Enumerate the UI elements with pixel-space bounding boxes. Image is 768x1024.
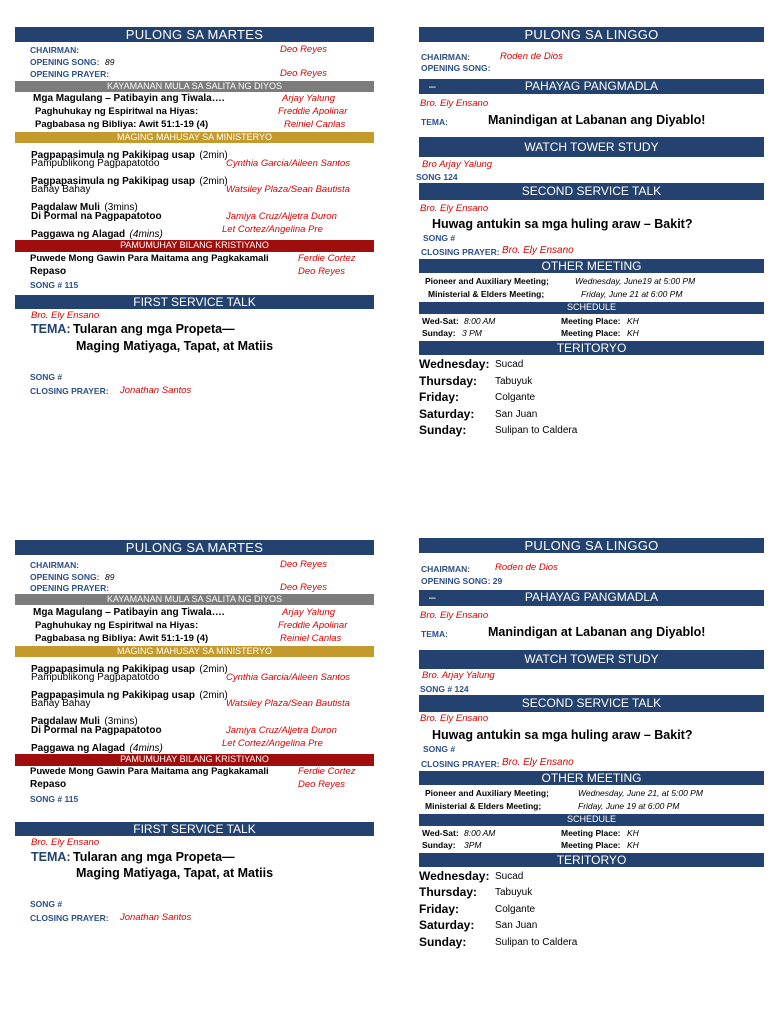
first-service-bar: FIRST SERVICE TALK: [15, 822, 374, 836]
sched-place-label-1: Meeting Place:: [561, 316, 621, 326]
sched-weekday-label: Wed-Sat:: [422, 316, 459, 326]
territory-day-2: Thursday:: [419, 885, 478, 899]
tema-value: Manindigan at Labanan ang Diyablo!: [488, 625, 706, 639]
territory-place-4: San Juan: [495, 920, 538, 931]
teritoryo-bar: TERITORYO: [419, 853, 764, 867]
ministeryo-item-2: Pampublikong Pagpapatotoo: [31, 158, 160, 169]
territory-place-5: Sulipan to Caldera: [495, 425, 578, 436]
chairman-name: Deo Reyes: [280, 44, 327, 55]
kayamanan-bar: KAYAMANAN MULA SA SALITA NG DIYOS: [15, 594, 374, 605]
sched-sunday-time: 3PM: [464, 840, 482, 850]
song-115: SONG # 115: [30, 794, 79, 804]
pamumuhay-name-2: Deo Reyes: [298, 266, 345, 277]
kayamanan-item-2: Paghuhukay ng Espiritwal na Hiyas:: [35, 620, 199, 631]
tema-value: Manindigan at Labanan ang Diyablo!: [488, 113, 706, 127]
ministeryo-item-1: Pagpapasimula ng Pakikipag usap (2min): [31, 664, 228, 675]
pahayag-speaker: Bro. Ely Ensano: [420, 610, 489, 621]
sched-place-value-1: KH: [627, 316, 639, 326]
sched-place-label-1: Meeting Place:: [561, 828, 621, 838]
closing-prayer-name: Bro. Ely Ensano: [502, 245, 574, 256]
chairman-label: CHAIRMAN:: [30, 560, 80, 570]
pamumuhay-item-1: Puwede Mong Gawin Para Maitama ang Pagkakamali: [30, 766, 269, 777]
wt-song: SONG # 124: [420, 684, 469, 694]
second-service-bar: SECOND SERVICE TALK: [419, 183, 764, 200]
ministeryo-name-4: Watsiley Plaza/Sean Bautista: [226, 184, 350, 195]
other-meeting-2-value: Friday, June 21 at 6:00 PM: [581, 289, 683, 299]
song-label: SONG #: [423, 744, 456, 754]
pamumuhay-name-2: Deo Reyes: [298, 779, 345, 790]
pamumuhay-item-1: Puwede Mong Gawin Para Maitama ang Pagkakamali: [30, 253, 269, 264]
wt-speaker: Bro. Arjay Yalung: [422, 670, 495, 681]
ministeryo-name-6: Jamiya Cruz/Aljetra Duron: [226, 725, 337, 736]
tema-label: TEMA:: [421, 117, 448, 127]
second-service-bar: SECOND SERVICE TALK: [419, 695, 764, 712]
closing-prayer-label: CLOSING PRAYER:: [30, 386, 109, 396]
ministeryo-name-2: Cynthia Garcia/Aileen Santos: [226, 158, 351, 169]
teritoryo-bar: TERITORYO: [419, 341, 764, 355]
martes-title-bar: PULONG SA MARTES: [15, 540, 374, 555]
pahayag-bar: [419, 590, 764, 606]
other-meeting-bar: OTHER MEETING: [419, 259, 764, 273]
closing-prayer-label: CLOSING PRAYER:: [421, 247, 500, 257]
territory-day-4: Saturday:: [419, 918, 475, 932]
tema-line-1: Tularan ang mga Propeta—: [73, 850, 235, 864]
martes-title-bar: PULONG SA MARTES: [15, 27, 374, 42]
song-label: SONG #: [423, 233, 456, 243]
kayamanan-name-2: Freddie Apolinar: [278, 106, 348, 117]
sched-weekday-label: Wed-Sat:: [422, 828, 459, 838]
sched-sunday-label: Sunday:: [422, 328, 456, 338]
sched-weekday-time: 8:00 AM: [464, 316, 496, 326]
ministeryo-name-7: Let Cortez/Angelina Pre: [222, 738, 323, 749]
kayamanan-item-1: Mga Magulang – Patibayin ang Tiwala….: [33, 93, 225, 104]
opening-song: OPENING SONG: 29: [421, 576, 503, 586]
chairman-name: Roden de Dios: [500, 51, 563, 62]
tema-label: TEMA:: [421, 629, 448, 639]
pamumuhay-bar: PAMUMUHAY BILANG KRISTIYANO: [15, 240, 374, 252]
opening-song-value: 89: [105, 57, 115, 67]
ministeryo-item-6: Di Pormal na Pagpapatotoo: [31, 725, 162, 736]
territory-day-5: Sunday:: [419, 935, 467, 949]
linggo-title-bar: PULONG SA LINGGO: [419, 27, 764, 42]
sched-weekday-time: 8:00 AM: [464, 828, 496, 838]
pahayag-title: PAHAYAG PANGMADLA: [524, 79, 659, 93]
ministeryo-item-4: Bahay Bahay: [31, 698, 91, 709]
pamumuhay-item-2: Repaso: [30, 266, 67, 277]
opening-song-label: OPENING SONG:: [30, 572, 100, 582]
ministeryo-item-6: Di Pormal na Pagpapatotoo: [31, 211, 162, 222]
fst-speaker: Bro. Ely Ensano: [31, 310, 100, 321]
territory-place-5: Sulipan to Caldera: [495, 937, 578, 948]
kayamanan-item-3: Pagbabasa ng Bibliya: Awit 51:1-19 (4): [35, 119, 209, 130]
tema-label: TEMA:: [31, 322, 71, 336]
wt-speaker: Bro Arjay Yalung: [422, 159, 493, 170]
territory-day-3: Friday:: [419, 902, 460, 916]
sst-topic: Huwag antukin sa mga huling araw – Bakit?: [432, 728, 693, 742]
watchtower-bar: WATCH TOWER STUDY: [419, 650, 764, 669]
opening-song-label: OPENING SONG:: [30, 57, 100, 67]
other-meeting-2-label: Ministerial & Elders Meeting;: [428, 289, 545, 299]
closing-prayer-label: CLOSING PRAYER:: [30, 913, 109, 923]
sched-place-value-2: KH: [627, 840, 639, 850]
tema-label: TEMA:: [31, 850, 71, 864]
kayamanan-item-2: Paghuhukay ng Espiritwal na Hiyas:: [35, 106, 199, 117]
ministeryo-item-7: Paggawa ng Alagad (4mins): [31, 229, 163, 240]
ministeryo-item-1: Pagpapasimula ng Pakikipag usap (2min): [31, 150, 228, 161]
opening-prayer-label: OPENING PRAYER:: [30, 69, 110, 79]
territory-day-3: Friday:: [419, 390, 460, 404]
closing-prayer-label: CLOSING PRAYER:: [421, 759, 500, 769]
song-115: SONG # 115: [30, 280, 79, 290]
tema-line-1: Tularan ang mga Propeta—: [73, 322, 235, 336]
opening-song-label: OPENING SONG:: [421, 63, 491, 73]
ministeryo-item-2: Pampublikong Pagpapatotoo: [31, 672, 160, 683]
opening-prayer-name: Deo Reyes: [280, 68, 327, 79]
schedule-bar: SCHEDULE: [419, 302, 764, 314]
sched-place-value-2: KH: [627, 328, 639, 338]
opening-prayer-name: Deo Reyes: [280, 582, 327, 593]
other-meeting-1-value: Wednesday, June19 at 5:00 PM: [575, 276, 696, 286]
closing-prayer-name: Bro. Ely Ensano: [502, 757, 574, 768]
ministeryo-item-3: Pagpapasimula ng Pakikipag usap (2min): [31, 690, 228, 701]
territory-day-4: Saturday:: [419, 407, 475, 421]
tema-line-2: Maging Matiyaga, Tapat, at Matiis: [76, 866, 274, 880]
closing-prayer-name: Jonathan Santos: [120, 912, 192, 923]
pamumuhay-name-1: Ferdie Cortez: [298, 253, 356, 264]
other-meeting-2-label: Ministerial & Elders Meeting;: [425, 801, 542, 811]
kayamanan-name-3: Reiniel Canlas: [284, 119, 346, 130]
chairman-label: CHAIRMAN:: [421, 52, 471, 62]
kayamanan-bar: KAYAMANAN MULA SA SALITA NG DIYOS: [15, 81, 374, 92]
sched-sunday-time: 3 PM: [462, 328, 482, 338]
pahayag-dash: –: [429, 79, 436, 93]
chairman-name: Roden de Dios: [495, 562, 558, 573]
pamumuhay-bar: PAMUMUHAY BILANG KRISTIYANO: [15, 754, 374, 766]
kayamanan-name-3: Reiniel Canlas: [280, 633, 342, 644]
sst-speaker: Bro. Ely Ensano: [420, 203, 489, 214]
kayamanan-item-1: Mga Magulang – Patibayin ang Tiwala….: [33, 607, 225, 618]
ministeryo-item-7: Paggawa ng Alagad (4mins): [31, 743, 163, 754]
ministeryo-bar: MAGING MAHUSAY SA MINISTERYO: [15, 646, 374, 657]
pamumuhay-item-2: Repaso: [30, 779, 67, 790]
pahayag-dash: –: [429, 590, 436, 604]
opening-prayer-label: OPENING PRAYER:: [30, 583, 110, 593]
sst-speaker: Bro. Ely Ensano: [420, 713, 489, 724]
territory-day-5: Sunday:: [419, 423, 467, 437]
other-meeting-1-label: Pioneer and Auxiliary Meeting;: [425, 788, 549, 798]
territory-place-4: San Juan: [495, 409, 538, 420]
ministeryo-name-7: Let Cortez/Angelina Pre: [222, 224, 323, 235]
ministeryo-name-6: Jamiya Cruz/Aljetra Duron: [226, 211, 337, 222]
watchtower-bar: WATCH TOWER STUDY: [419, 137, 764, 157]
pamumuhay-name-1: Ferdie Cortez: [298, 766, 356, 777]
kayamanan-name-1: Arjay Yalung: [282, 93, 335, 104]
kayamanan-item-3: Pagbabasa ng Bibliya: Awit 51:1-19 (4): [35, 633, 209, 644]
sched-place-label-2: Meeting Place:: [561, 328, 621, 338]
territory-place-2: Tabuyuk: [495, 376, 533, 387]
kayamanan-name-1: Arjay Yalung: [282, 607, 335, 618]
chairman-label: CHAIRMAN:: [421, 564, 471, 574]
linggo-title-bar: PULONG SA LINGGO: [419, 538, 764, 553]
sched-sunday-label: Sunday:: [422, 840, 456, 850]
chairman-label: CHAIRMAN:: [30, 45, 80, 55]
other-meeting-2-value: Friday, June 19 at 6:00 PM: [578, 801, 680, 811]
closing-prayer-name: Jonathan Santos: [120, 385, 192, 396]
ministeryo-item-5: Pagdalaw Muli (3mins): [31, 202, 138, 213]
territory-place-1: Sucad: [495, 359, 524, 370]
song-label: SONG #: [30, 372, 63, 382]
pahayag-title: PAHAYAG PANGMADLA: [524, 590, 659, 604]
tema-line-2: Maging Matiyaga, Tapat, at Matiis: [76, 339, 274, 353]
ministeryo-name-4: Watsiley Plaza/Sean Bautista: [226, 698, 350, 709]
ministeryo-item-5: Pagdalaw Muli (3mins): [31, 716, 138, 727]
kayamanan-name-2: Freddie Apolinar: [278, 620, 348, 631]
pahayag-speaker: Bro. Ely Ensano: [420, 98, 489, 109]
ministeryo-bar: MAGING MAHUSAY SA MINISTERYO: [15, 132, 374, 143]
territory-place-3: Colgante: [495, 392, 536, 403]
ministeryo-name-2: Cynthia Garcia/Aileen Santos: [226, 672, 351, 683]
territory-day-1: Wednesday:: [419, 357, 490, 371]
schedule-bar: SCHEDULE: [419, 814, 764, 826]
territory-place-2: Tabuyuk: [495, 887, 533, 898]
pahayag-bar: [419, 79, 764, 94]
other-meeting-1-label: Pioneer and Auxiliary Meeting;: [425, 276, 549, 286]
chairman-name: Deo Reyes: [280, 559, 327, 570]
territory-day-2: Thursday:: [419, 374, 478, 388]
territory-place-1: Sucad: [495, 871, 524, 882]
first-service-bar: FIRST SERVICE TALK: [15, 295, 374, 309]
other-meeting-bar: OTHER MEETING: [419, 771, 764, 785]
wt-song: SONG 124: [416, 172, 458, 182]
sched-place-label-2: Meeting Place:: [561, 840, 621, 850]
sst-topic: Huwag antukin sa mga huling araw – Bakit?: [432, 217, 693, 231]
fst-speaker: Bro. Ely Ensano: [31, 837, 100, 848]
other-meeting-1-value: Wednesday, June 21, at 5:00 PM: [578, 788, 703, 798]
song-label: SONG #: [30, 899, 63, 909]
sched-place-value-1: KH: [627, 828, 639, 838]
territory-day-1: Wednesday:: [419, 869, 490, 883]
ministeryo-item-4: Bahay Bahay: [31, 184, 91, 195]
territory-place-3: Colgante: [495, 904, 536, 915]
opening-song-value: 89: [105, 572, 115, 582]
ministeryo-item-3: Pagpapasimula ng Pakikipag usap (2min): [31, 176, 228, 187]
